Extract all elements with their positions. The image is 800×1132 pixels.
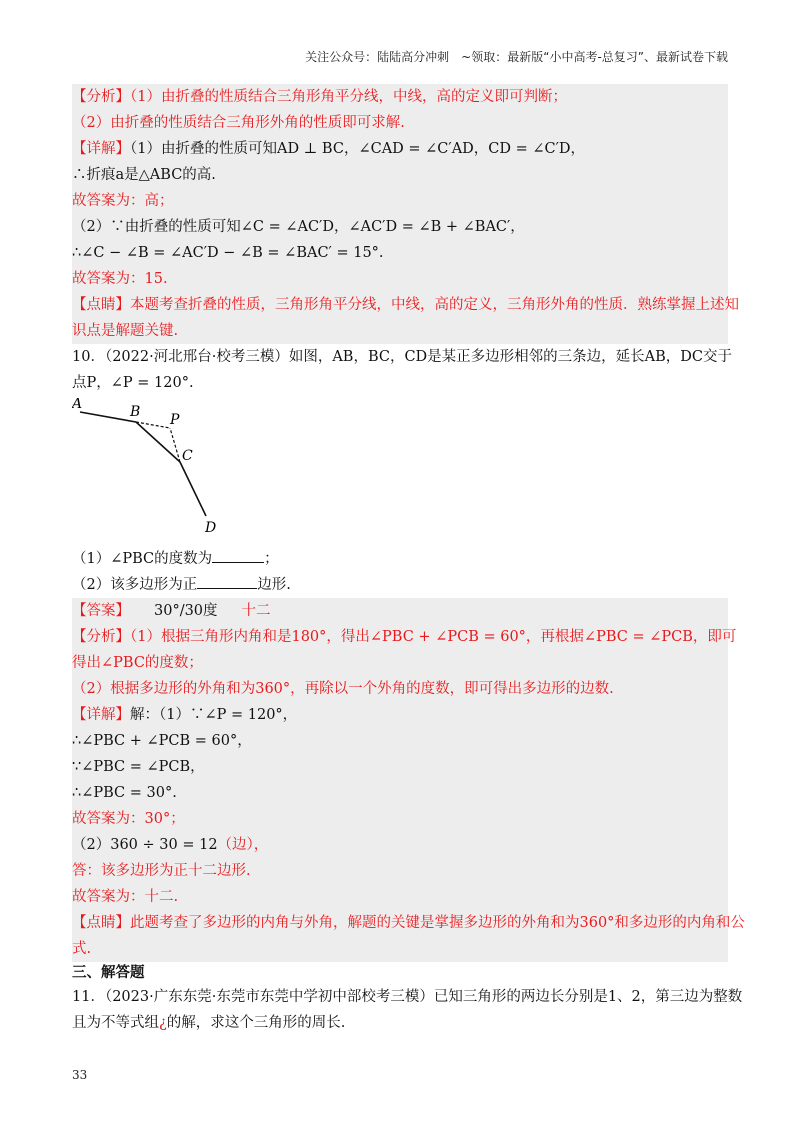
q10-detail-1 <box>72 702 728 728</box>
q9-detail-1 <box>72 136 728 162</box>
label-b: B <box>130 404 141 420</box>
q11-stem-end: 的解，求这个三角形的周长. <box>166 1015 346 1031</box>
detail-6-expr: （2）360 ÷ 30 = 12 <box>72 837 218 853</box>
q9-analysis-1 <box>72 84 728 110</box>
q9-analysis-2: （2）由折叠的性质结合三角形外角的性质即可求解. <box>72 115 405 131</box>
section-title: 三、解答题 <box>72 964 145 981</box>
detail-6-unit: （边）， <box>217 837 269 853</box>
analysis-text: （1）根据三角形内角和是180°，得出∠PBC + ∠PCB = 60°，再根据∠PBC = ∠PCB，即可 <box>130 629 737 645</box>
detail-tag: 【详解】 <box>72 141 130 157</box>
q10-detail-8: 故答案为：十二. <box>72 889 179 905</box>
q9-solution-block <box>72 84 739 344</box>
q10-part-1 <box>72 546 728 572</box>
q10-detail-3: ∵∠PBC = ∠PCB， <box>72 759 205 775</box>
comment-tag: 【点睛】 <box>72 915 130 931</box>
part-2-end: 边形. <box>257 577 291 593</box>
q10-detail-5: 故答案为：30°； <box>72 811 185 827</box>
q9-detail-4: （2）∵由折叠的性质可知∠C = ∠AC′D，∠AC′D = ∠B + ∠BAC′， <box>72 219 525 235</box>
analysis-text: （1）由折叠的性质结合三角形角平分线，中线，高的定义即可判断； <box>130 89 567 105</box>
part-1-text: （1）∠PBC的度数为 <box>72 551 213 567</box>
q10-analysis-1 <box>72 624 737 650</box>
q11-stem-2 <box>72 1010 728 1036</box>
segment-bc <box>136 422 180 462</box>
q10-detail-7: 答：该多边形为正十二边形. <box>72 863 251 879</box>
q11-stem-text: 且为不等式组 <box>72 1015 159 1031</box>
polygon-figure <box>72 398 252 538</box>
answer-blank-1 <box>212 547 264 563</box>
q10-answer <box>72 598 728 624</box>
q9-comment-2: 识点是解题关键. <box>72 323 179 339</box>
q10-analysis-2: 得出∠PBC的度数； <box>72 655 203 671</box>
page-content <box>72 84 745 1036</box>
segment-cd <box>180 462 206 516</box>
q10-detail-6 <box>72 832 728 858</box>
q10-comment-1 <box>72 910 745 936</box>
q11-stem-1: 11．（2023·广东东莞·东莞市东莞中学初中部校考三模）已知三角形的两边长分别是1、2，第三边为整数 <box>72 989 743 1005</box>
q9-detail-6: 故答案为：15. <box>72 271 168 287</box>
detail-text: 解：（1）∵∠P = 120°， <box>130 707 298 723</box>
label-p: P <box>170 412 180 428</box>
part-2-text: （2）该多边形为正 <box>72 577 198 593</box>
comment-tag: 【点睛】 <box>72 297 130 313</box>
q9-comment-1 <box>72 292 739 318</box>
q10-comment-2: 式. <box>72 941 92 957</box>
q10-detail-4: ∴∠PBC = 30°. <box>72 785 177 801</box>
label-c: C <box>182 448 193 464</box>
analysis-tag: 【分析】 <box>72 629 130 645</box>
q10-stem-1: 10．（2022·河北邢台·校考三模）如图，AB，BC，CD是某正多边形相邻的三条边，延长AB，DC交于 <box>72 349 733 365</box>
q10-stem-2: 点P，∠P = 120°. <box>72 375 194 391</box>
q9-detail-2: ∴折痕a是△ABC的高. <box>72 167 216 183</box>
answer-2: 十二 <box>241 603 271 619</box>
answer-1: 30°/30度 <box>154 603 218 619</box>
q10-solution-block <box>72 598 745 962</box>
detail-text: （1）由折叠的性质可知AD ⊥ BC，∠CAD = ∠C′AD，CD = ∠C′D， <box>130 141 586 157</box>
detail-tag: 【详解】 <box>72 707 130 723</box>
comment-text: 本题考查折叠的性质，三角形角平分线，中线，高的定义，三角形外角的性质．熟练掌握上述知 <box>130 297 739 313</box>
analysis-tag: 【分析】 <box>72 89 130 105</box>
q10-detail-2: ∴∠PBC + ∠PCB = 60°， <box>72 733 252 749</box>
page-header: 关注公众号：陆陆高分冲刺 ~领取：最新版“小中高考-总复习”、最新试卷下载 <box>305 50 728 64</box>
q9-detail-5: ∴∠C − ∠B = ∠AC′D − ∠B = ∠BAC′ = 15°. <box>72 245 384 261</box>
answer-tag: 【答案】 <box>72 603 130 619</box>
segment-ab <box>80 412 136 422</box>
q10-analysis-3: （2）根据多边形的外角和为360°，再除以一个外角的度数，即可得出多边形的边数. <box>72 681 614 697</box>
page-number: 33 <box>72 1068 88 1082</box>
q11-missing-glyph: ¿ <box>159 1015 167 1031</box>
q10-part-2 <box>72 572 728 598</box>
comment-text: 此题考查了多边形的内角与外角，解题的关键是掌握多边形的外角和为360°和多边形的内角和公 <box>130 915 745 931</box>
answer-blank-2 <box>197 573 257 589</box>
label-d: D <box>205 520 217 536</box>
part-1-end: ； <box>264 551 279 567</box>
q9-detail-3: 故答案为：高； <box>72 193 174 209</box>
label-a: A <box>72 398 83 412</box>
